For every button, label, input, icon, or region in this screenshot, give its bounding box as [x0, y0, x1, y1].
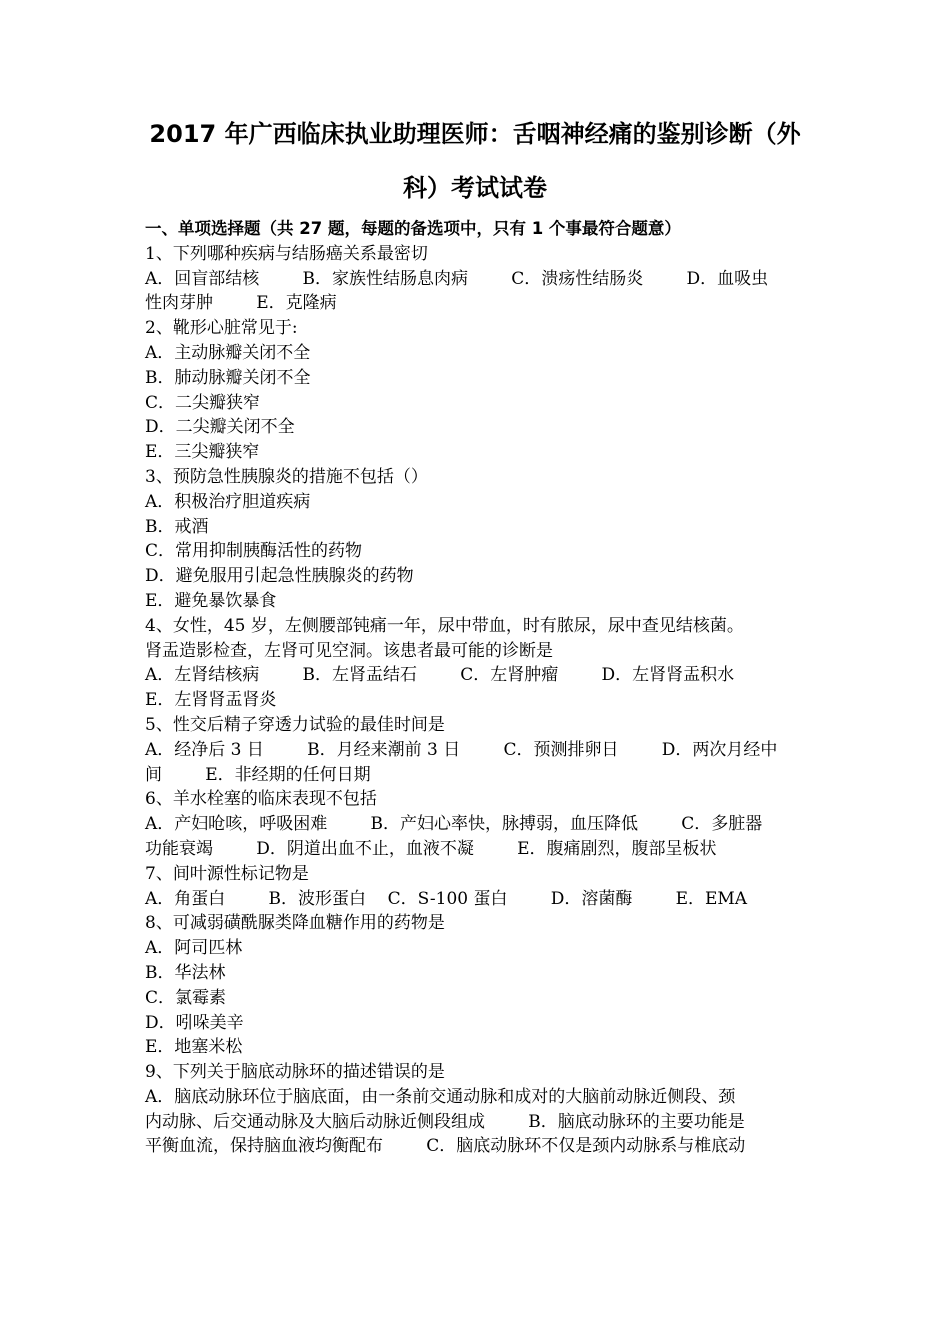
option-line: A．积极治疗胆道疾病 — [145, 491, 311, 512]
document-body — [145, 217, 813, 1159]
question-9 — [145, 1060, 813, 1159]
option-line: B．戒酒 — [145, 516, 209, 537]
option-line: B．肺动脉瓣关闭不全 — [145, 367, 311, 388]
question-stem: 4、女性，45 岁，左侧腰部钝痛一年，尿中带血，时有脓尿，尿中查见结核菌。 — [145, 615, 744, 636]
option-line: A．阿司匹林 — [145, 938, 243, 959]
title-line-2: 科）考试试卷 — [403, 174, 547, 202]
option-line: A．角蛋白 B．波形蛋白 C．S-100 蛋白 D．溶菌酶 E．EMA — [145, 888, 748, 909]
option-line: D．吲哚美辛 — [145, 1012, 244, 1033]
title-line-1: 2017 年广西临床执业助理医师：舌咽神经痛的鉴别诊断（外 — [149, 120, 801, 148]
option-line: A．主动脉瓣关闭不全 — [145, 342, 311, 363]
question-stem-continued: 肾盂造影检查，左肾可见空洞。该患者最可能的诊断是 — [145, 640, 553, 661]
question-stem: 1、下列哪种疾病与结肠癌关系最密切 — [145, 243, 428, 264]
question-stem: 8、可减弱磺酰脲类降血糖作用的药物是 — [145, 913, 445, 934]
option-line: 平衡血流，保持脑血液均衡配布 C．脑底动脉环不仅是颈内动脉系与椎底动 — [145, 1136, 746, 1157]
option-line: D．二尖瓣关闭不全 — [145, 417, 295, 438]
question-stem: 3、预防急性胰腺炎的措施不包括（） — [145, 466, 428, 487]
option-line: 内动脉、后交通动脉及大脑后动脉近侧段组成 B．脑底动脉环的主要功能是 — [145, 1111, 745, 1132]
option-line: A．经净后 3 日 B．月经来潮前 3 日 C．预测排卵日 D．两次月经中 — [145, 739, 778, 760]
question-2 — [145, 316, 813, 465]
option-line: 间 E．非经期的任何日期 — [145, 764, 371, 785]
question-stem: 7、间叶源性标记物是 — [145, 863, 309, 884]
document-title — [120, 107, 830, 215]
question-7 — [145, 862, 813, 912]
option-line: C．二尖瓣狭窄 — [145, 392, 261, 413]
question-stem: 2、靴形心脏常见于: — [145, 318, 298, 339]
option-line: C．氯霉素 — [145, 987, 227, 1008]
question-4 — [145, 614, 813, 713]
option-line: D．避免服用引起急性胰腺炎的药物 — [145, 566, 414, 587]
option-line: 功能衰竭 D．阴道出血不止，血液不凝 E．腹痛剧烈，腹部呈板状 — [145, 838, 717, 859]
question-stem: 5、性交后精子穿透力试验的最佳时间是 — [145, 714, 445, 735]
option-line: 性肉芽肿 E．克隆病 — [145, 293, 337, 314]
question-stem: 6、羊水栓塞的临床表现不包括 — [145, 789, 377, 810]
option-line: C．常用抑制胰酶活性的药物 — [145, 541, 363, 562]
option-line: A．脑底动脉环位于脑底面，由一条前交通动脉和成对的大脑前动脉近侧段、颈 — [145, 1086, 736, 1107]
question-5 — [145, 713, 813, 787]
question-3 — [145, 465, 813, 614]
option-line: A．回盲部结核 B．家族性结肠息肉病 C．溃疡性结肠炎 D．血吸虫 — [145, 268, 769, 289]
option-line: E．避免暴饮暴食 — [145, 590, 277, 611]
option-line: E．地塞米松 — [145, 1037, 243, 1058]
option-line: A．产妇呛咳，呼吸困难 B．产妇心率快，脉搏弱，血压降低 C．多脏器 — [145, 814, 763, 835]
question-6 — [145, 787, 813, 861]
question-stem: 9、下列关于脑底动脉环的描述错误的是 — [145, 1062, 445, 1083]
option-line: E．左肾肾盂肾炎 — [145, 690, 277, 711]
question-8 — [145, 911, 813, 1060]
section-heading: 一、单项选择题（共 27 题，每题的备选项中，只有 1 个事最符合题意） — [145, 219, 681, 238]
option-line: B．华法林 — [145, 962, 226, 983]
question-1 — [145, 242, 813, 316]
option-line: A．左肾结核病 B．左肾盂结石 C．左肾肿瘤 D．左肾肾盂积水 — [145, 665, 735, 686]
option-line: E．三尖瓣狭窄 — [145, 442, 260, 463]
